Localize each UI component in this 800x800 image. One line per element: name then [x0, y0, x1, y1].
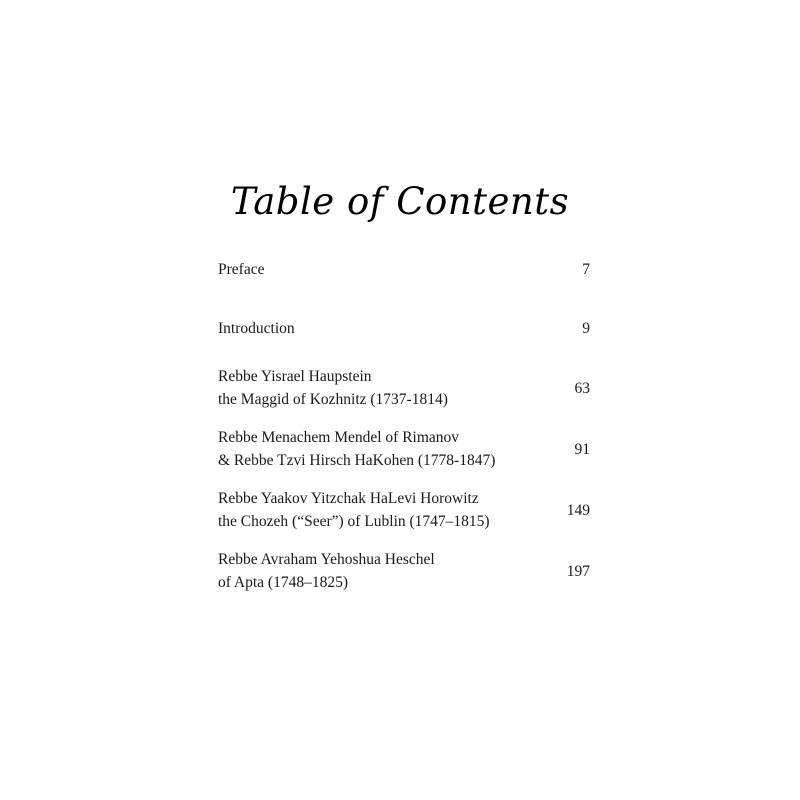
toc-entry[interactable]: [218, 248, 590, 292]
toc-entry-subtitle: of Apta (1748–1825): [218, 573, 349, 591]
toc-entry[interactable]: [218, 427, 590, 473]
toc-entry-page-number: 7: [582, 261, 590, 278]
toc-entry[interactable]: [218, 488, 590, 534]
toc-entry-subtitle: the Chozeh (“Seer”) of Lublin (1747–1815): [218, 512, 490, 530]
toc-entry-labels: [218, 427, 495, 473]
page-title: Table of Contents: [230, 180, 570, 223]
toc-entry-title: Rebbe Menachem Mendel of Rimanov: [218, 428, 460, 446]
toc-entry[interactable]: [218, 549, 590, 595]
toc-entry-title: Introduction: [218, 319, 295, 337]
toc-entry-labels: [218, 488, 490, 534]
toc-entry-labels: [218, 549, 435, 595]
toc-entry-subtitle: the Maggid of Kozhnitz (1737-1814): [218, 390, 448, 408]
toc-entry-page-number: 197: [566, 562, 590, 580]
toc-entry-title: Rebbe Yisrael Haupstein: [218, 368, 372, 385]
toc-entry-page-number: 9: [582, 320, 590, 337]
toc-entry-title: Rebbe Yaakov Yitzchak HaLevi Horowitz: [218, 489, 479, 507]
toc-entry-labels: [218, 320, 295, 339]
table-of-contents-list: [218, 248, 590, 610]
toc-entry-title: Preface: [218, 260, 265, 278]
toc-entry-labels: [218, 366, 448, 412]
toc-entry-page-number: 149: [566, 501, 590, 519]
toc-entry-page-number: 91: [574, 440, 590, 458]
toc-entry-page-number: 63: [574, 379, 590, 397]
toc-entry[interactable]: [218, 307, 590, 351]
toc-entry-labels: [218, 261, 264, 280]
toc-entry[interactable]: [218, 366, 590, 412]
toc-entry-title: Rebbe Avraham Yehoshua Heschel: [218, 550, 435, 568]
toc-entry-subtitle: & Rebbe Tzvi Hirsch HaKohen (1778-1847): [218, 451, 496, 469]
